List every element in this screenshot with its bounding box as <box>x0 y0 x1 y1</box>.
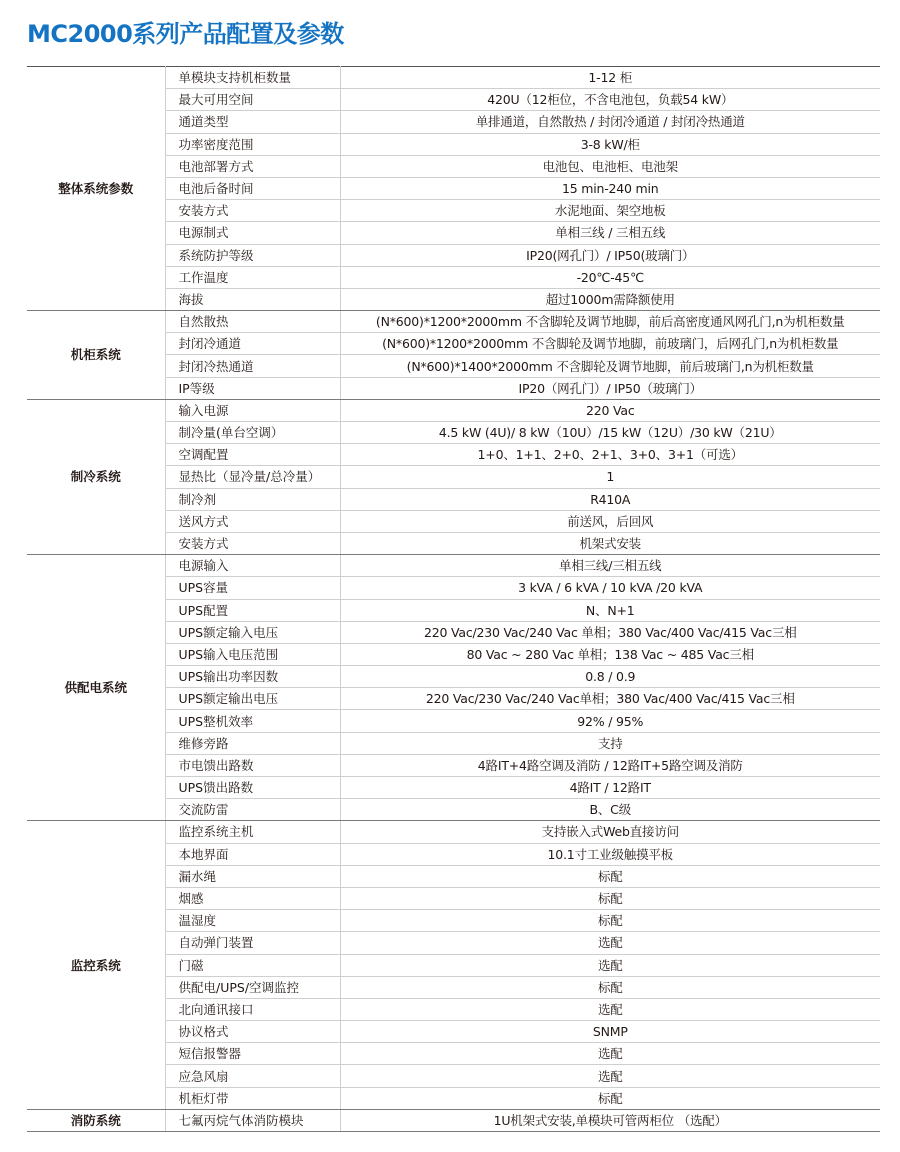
parameter-value: 220 Vac <box>340 399 880 421</box>
parameter-value: (N*600)*1200*2000mm 不含脚轮及调节地脚，前玻璃门，后网孔门,n为机柜数量 <box>340 333 880 355</box>
parameter-label: 工作温度 <box>165 266 340 288</box>
parameter-value: 选配 <box>340 1065 880 1087</box>
parameter-label: 封闭冷通道 <box>165 333 340 355</box>
spec-table <box>27 66 880 1132</box>
parameter-label: 系统防护等级 <box>165 244 340 266</box>
parameter-label: 门磁 <box>165 954 340 976</box>
section-title: 制冷系统 <box>27 399 165 554</box>
parameter-value: 10.1寸工业级触摸平板 <box>340 843 880 865</box>
parameter-value: 支持 <box>340 732 880 754</box>
parameter-value: 3-8 kW/柜 <box>340 133 880 155</box>
parameter-label: 电源输入 <box>165 555 340 577</box>
parameter-label: 维修旁路 <box>165 732 340 754</box>
parameter-value: 0.8 / 0.9 <box>340 666 880 688</box>
parameter-value: 选配 <box>340 998 880 1020</box>
parameter-label: 自动弹门装置 <box>165 932 340 954</box>
parameter-label: 电池部署方式 <box>165 155 340 177</box>
parameter-value: 选配 <box>340 954 880 976</box>
parameter-label: 烟感 <box>165 887 340 909</box>
parameter-label: 显热比（显冷量/总冷量） <box>165 466 340 488</box>
parameter-label: UPS配置 <box>165 599 340 621</box>
parameter-label: 供配电/UPS/空调监控 <box>165 976 340 998</box>
parameter-label: 单模块支持机柜数量 <box>165 67 340 89</box>
parameter-value: B、C级 <box>340 799 880 821</box>
parameter-value: 水泥地面、架空地板 <box>340 200 880 222</box>
section-title: 监控系统 <box>27 821 165 1109</box>
parameter-value: (N*600)*1200*2000mm 不含脚轮及调节地脚，前后高密度通风网孔门,n为机柜数量 <box>340 311 880 333</box>
table-row <box>27 311 880 333</box>
parameter-label: 本地界面 <box>165 843 340 865</box>
table-row <box>27 67 880 89</box>
parameter-value: 220 Vac/230 Vac/240 Vac 单相；380 Vac/400 Vac/415 Vac三相 <box>340 621 880 643</box>
parameter-label: 监控系统主机 <box>165 821 340 843</box>
table-row <box>27 821 880 843</box>
parameter-value: 超过1000m需降额使用 <box>340 288 880 310</box>
parameter-value: SNMP <box>340 1021 880 1043</box>
parameter-value: 3 kVA / 6 kVA / 10 kVA /20 kVA <box>340 577 880 599</box>
parameter-label: 制冷量(单台空调） <box>165 422 340 444</box>
parameter-value: R410A <box>340 488 880 510</box>
parameter-value: 1-12 柜 <box>340 67 880 89</box>
parameter-value: IP20（网孔门）/ IP50（玻璃门） <box>340 377 880 399</box>
parameter-label: 安装方式 <box>165 200 340 222</box>
parameter-value: 1 <box>340 466 880 488</box>
section-title: 机柜系统 <box>27 311 165 400</box>
table-row <box>27 399 880 421</box>
parameter-value: 前送风，后回风 <box>340 510 880 532</box>
parameter-value: 标配 <box>340 887 880 909</box>
parameter-value: 单相三线/三相五线 <box>340 555 880 577</box>
parameter-label: 安装方式 <box>165 532 340 554</box>
spec-table-body <box>27 67 880 1132</box>
parameter-value: 4路IT / 12路IT <box>340 777 880 799</box>
parameter-label: UPS整机效率 <box>165 710 340 732</box>
parameter-value: 选配 <box>340 1043 880 1065</box>
parameter-value: 1U机架式安装,单模块可管两柜位 （选配） <box>340 1109 880 1131</box>
parameter-label: 交流防雷 <box>165 799 340 821</box>
parameter-value: 机架式安装 <box>340 532 880 554</box>
page-title: MC2000系列产品配置及参数 <box>27 20 344 48</box>
parameter-value: 标配 <box>340 976 880 998</box>
parameter-value: 单相三线 / 三相五线 <box>340 222 880 244</box>
parameter-value: 支持嵌入式Web直接访问 <box>340 821 880 843</box>
parameter-label: 漏水绳 <box>165 865 340 887</box>
parameter-label: 七氟丙烷气体消防模块 <box>165 1109 340 1131</box>
parameter-label: 电池后备时间 <box>165 177 340 199</box>
parameter-value: 420U（12柜位，不含电池包，负载54 kW） <box>340 89 880 111</box>
parameter-label: UPS额定输出电压 <box>165 688 340 710</box>
parameter-label: 功率密度范围 <box>165 133 340 155</box>
parameter-value: IP20(网孔门）/ IP50(玻璃门） <box>340 244 880 266</box>
parameter-label: UPS输入电压范围 <box>165 643 340 665</box>
parameter-label: 协议格式 <box>165 1021 340 1043</box>
parameter-label: 自然散热 <box>165 311 340 333</box>
parameter-label: 最大可用空间 <box>165 89 340 111</box>
parameter-label: UPS馈出路数 <box>165 777 340 799</box>
parameter-label: 空调配置 <box>165 444 340 466</box>
parameter-value: 选配 <box>340 932 880 954</box>
parameter-label: 温湿度 <box>165 910 340 932</box>
table-row <box>27 555 880 577</box>
parameter-label: 短信报警器 <box>165 1043 340 1065</box>
parameter-label: 通道类型 <box>165 111 340 133</box>
parameter-value: N、N+1 <box>340 599 880 621</box>
parameter-value: 1+0、1+1、2+0、2+1、3+0、3+1（可选） <box>340 444 880 466</box>
parameter-value: 220 Vac/230 Vac/240 Vac单相；380 Vac/400 Vac/415 Vac三相 <box>340 688 880 710</box>
parameter-value: 电池包、电池柜、电池架 <box>340 155 880 177</box>
parameter-value: 标配 <box>340 865 880 887</box>
parameter-label: 北向通讯接口 <box>165 998 340 1020</box>
parameter-label: 电源制式 <box>165 222 340 244</box>
parameter-value: 标配 <box>340 1087 880 1109</box>
parameter-label: UPS输出功率因数 <box>165 666 340 688</box>
parameter-value: 4路IT+4路空调及消防 / 12路IT+5路空调及消防 <box>340 754 880 776</box>
parameter-value: 4.5 kW (4U)/ 8 kW（10U）/15 kW（12U）/30 kW（21U） <box>340 422 880 444</box>
section-title: 供配电系统 <box>27 555 165 821</box>
section-title: 消防系统 <box>27 1109 165 1131</box>
parameter-label: 市电馈出路数 <box>165 754 340 776</box>
parameter-value: 标配 <box>340 910 880 932</box>
parameter-label: UPS容量 <box>165 577 340 599</box>
section-title: 整体系统参数 <box>27 67 165 311</box>
parameter-value: (N*600)*1400*2000mm 不含脚轮及调节地脚，前后玻璃门,n为机柜数量 <box>340 355 880 377</box>
parameter-value: 15 min-240 min <box>340 177 880 199</box>
parameter-label: 机柜灯带 <box>165 1087 340 1109</box>
parameter-label: 制冷剂 <box>165 488 340 510</box>
parameter-value: -20℃-45℃ <box>340 266 880 288</box>
parameter-label: 输入电源 <box>165 399 340 421</box>
parameter-label: IP等级 <box>165 377 340 399</box>
parameter-value: 92% / 95% <box>340 710 880 732</box>
parameter-label: 封闭冷热通道 <box>165 355 340 377</box>
parameter-label: 海拔 <box>165 288 340 310</box>
parameter-value: 单排通道，自然散热 / 封闭冷通道 / 封闭冷热通道 <box>340 111 880 133</box>
table-row <box>27 1109 880 1131</box>
parameter-value: 80 Vac ~ 280 Vac 单相；138 Vac ~ 485 Vac三相 <box>340 643 880 665</box>
parameter-label: 送风方式 <box>165 510 340 532</box>
parameter-label: 应急风扇 <box>165 1065 340 1087</box>
parameter-label: UPS额定输入电压 <box>165 621 340 643</box>
